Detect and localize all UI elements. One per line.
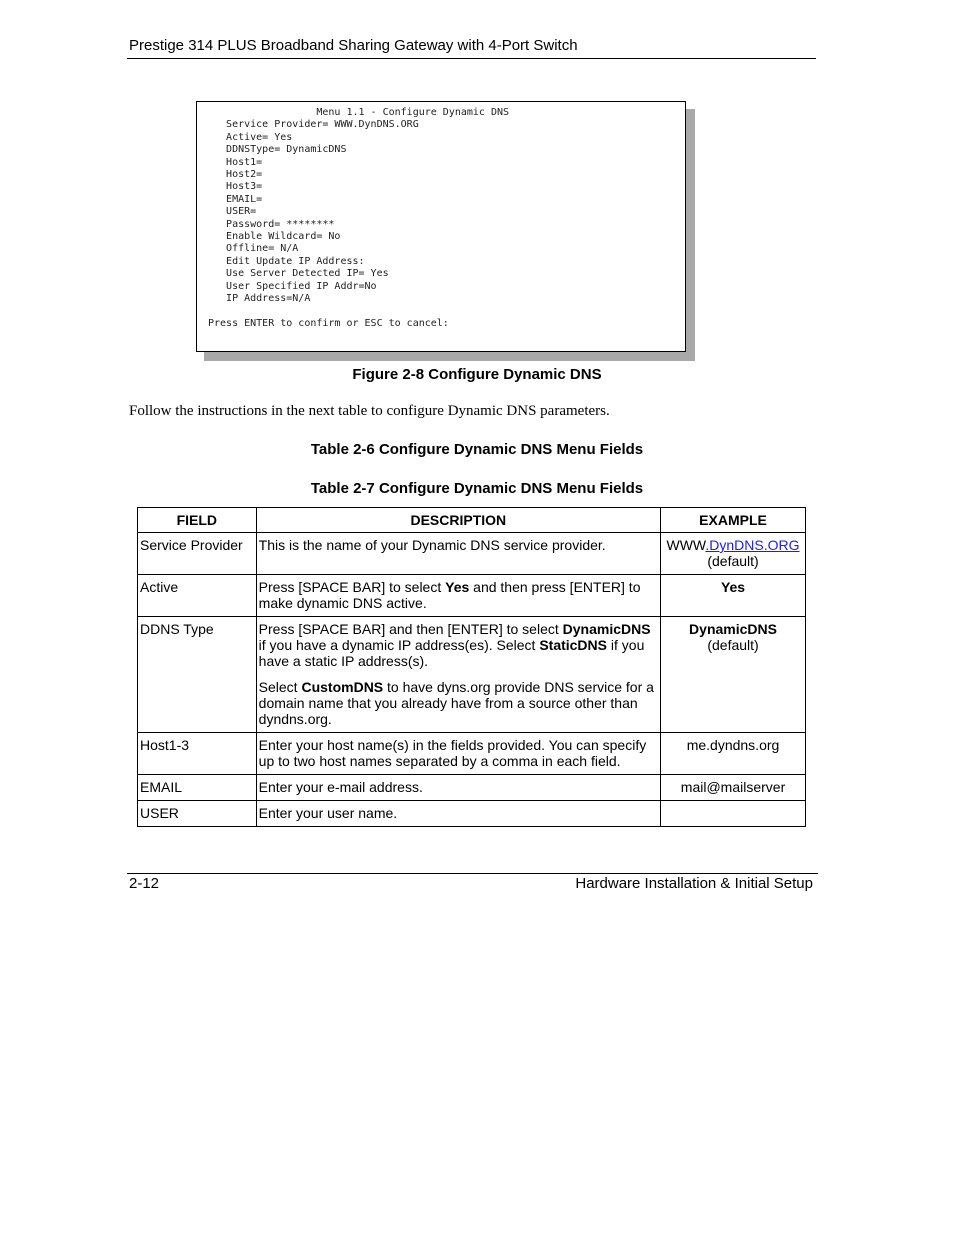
terminal-line: EMAIL= [208, 193, 263, 205]
cell-field: Active [138, 575, 257, 617]
cell-field: EMAIL [138, 775, 257, 801]
terminal-line: Enable Wildcard= No [208, 231, 341, 242]
cell-example: me.dyndns.org [661, 733, 806, 775]
cell-description: This is the name of your Dynamic DNS service provider. [256, 533, 660, 575]
example-value: Yes [720, 579, 746, 595]
desc-paragraph [259, 679, 658, 727]
terminal-line: Offline= N/A [208, 243, 299, 255]
terminal-line: Active= Yes [208, 131, 293, 143]
desc-text: Press [SPACE BAR] and then [ENTER] to select [258, 621, 563, 637]
footer-rule [127, 873, 818, 874]
cell-example [661, 575, 806, 617]
table-caption-1: Table 2-6 Configure Dynamic DNS Menu Fields [310, 441, 644, 458]
footer-section-title: Hardware Installation & Initial Setup [575, 875, 813, 892]
header-example: EXAMPLE [661, 508, 806, 533]
dyndns-link[interactable]: .DynDNS.ORG [705, 537, 800, 553]
desc-text: Press [SPACE BAR] to select [258, 579, 446, 595]
cell-example: mail@mailserver [661, 775, 806, 801]
cell-example [661, 801, 806, 827]
desc-text: if you have a static IP address(s). [258, 637, 645, 669]
intro-paragraph: Follow the instructions in the next table to configure Dynamic DNS parameters. [129, 403, 610, 419]
cell-field: Service Provider [138, 533, 257, 575]
table-header-row [138, 508, 806, 533]
terminal-line: Service Provider= WWW.DynDNS.ORG [208, 119, 419, 131]
terminal-line: Use Server Detected IP= Yes [208, 268, 389, 280]
terminal-line: USER= [208, 206, 257, 218]
terminal-line: IP Address=N/A [208, 293, 311, 304]
cell-field: Host1-3 [138, 733, 257, 775]
header-description: DESCRIPTION [256, 508, 660, 533]
cell-description: Enter your e-mail address. [256, 775, 660, 801]
terminal-line: Host3= [208, 181, 263, 193]
desc-bold: Yes [445, 579, 470, 595]
cell-field: DDNS Type [138, 617, 257, 733]
terminal-screen [196, 101, 686, 352]
terminal-line: DDNSType= DynamicDNS [208, 144, 347, 156]
page-number: 2-12 [129, 875, 160, 892]
terminal-line: Edit Update IP Address: [208, 255, 365, 267]
dns-fields-table [137, 507, 806, 827]
example-prefix: WWW [666, 537, 706, 553]
example-value: DynamicDNS [689, 621, 777, 637]
example-default: (default) [707, 553, 759, 569]
terminal-line: Menu 1.1 - Configure Dynamic DNS [208, 107, 510, 118]
terminal-line: User Specified IP Addr=No [208, 280, 377, 292]
figure-caption: Figure 2-8 Configure Dynamic DNS [352, 366, 602, 383]
terminal-line: Host1= [208, 156, 263, 168]
table-row [138, 533, 806, 575]
desc-paragraph [259, 621, 658, 669]
cell-example [661, 617, 806, 733]
example-default: (default) [707, 637, 759, 653]
header-field: FIELD [138, 508, 257, 533]
desc-text: and then press [ENTER] to make dynamic DNS active. [258, 579, 641, 611]
cell-description: Enter your user name. [256, 801, 660, 827]
cell-example [661, 533, 806, 575]
table-row [138, 733, 806, 775]
desc-bold: CustomDNS [301, 679, 384, 695]
desc-text: if you have a dynamic IP address(es). Select [258, 637, 540, 653]
header-rule [127, 58, 816, 59]
desc-text: Select [258, 679, 302, 695]
table-caption-2: Table 2-7 Configure Dynamic DNS Menu Fields [310, 480, 644, 497]
terminal-line: Password= ******** [208, 218, 335, 230]
table-row [138, 801, 806, 827]
desc-text: to have dyns.org provide DNS service for a domain name that you already have from a source other than dyndns.org. [258, 679, 654, 727]
desc-bold: StaticDNS [539, 637, 607, 653]
table-row [138, 775, 806, 801]
terminal-line: Host2= [208, 169, 263, 180]
cell-description: Enter your host name(s) in the fields provided. You can specify up to two host names separated by a comma in each field. [256, 733, 660, 775]
cell-description [256, 575, 660, 617]
cell-field: USER [138, 801, 257, 827]
table-row [138, 575, 806, 617]
desc-bold: DynamicDNS [562, 621, 651, 637]
page-header-title: Prestige 314 PLUS Broadband Sharing Gateway with 4-Port Switch [129, 37, 578, 54]
table-row [138, 617, 806, 733]
cell-description [256, 617, 660, 733]
terminal-line: Press ENTER to confirm or ESC to cancel: [208, 317, 449, 329]
